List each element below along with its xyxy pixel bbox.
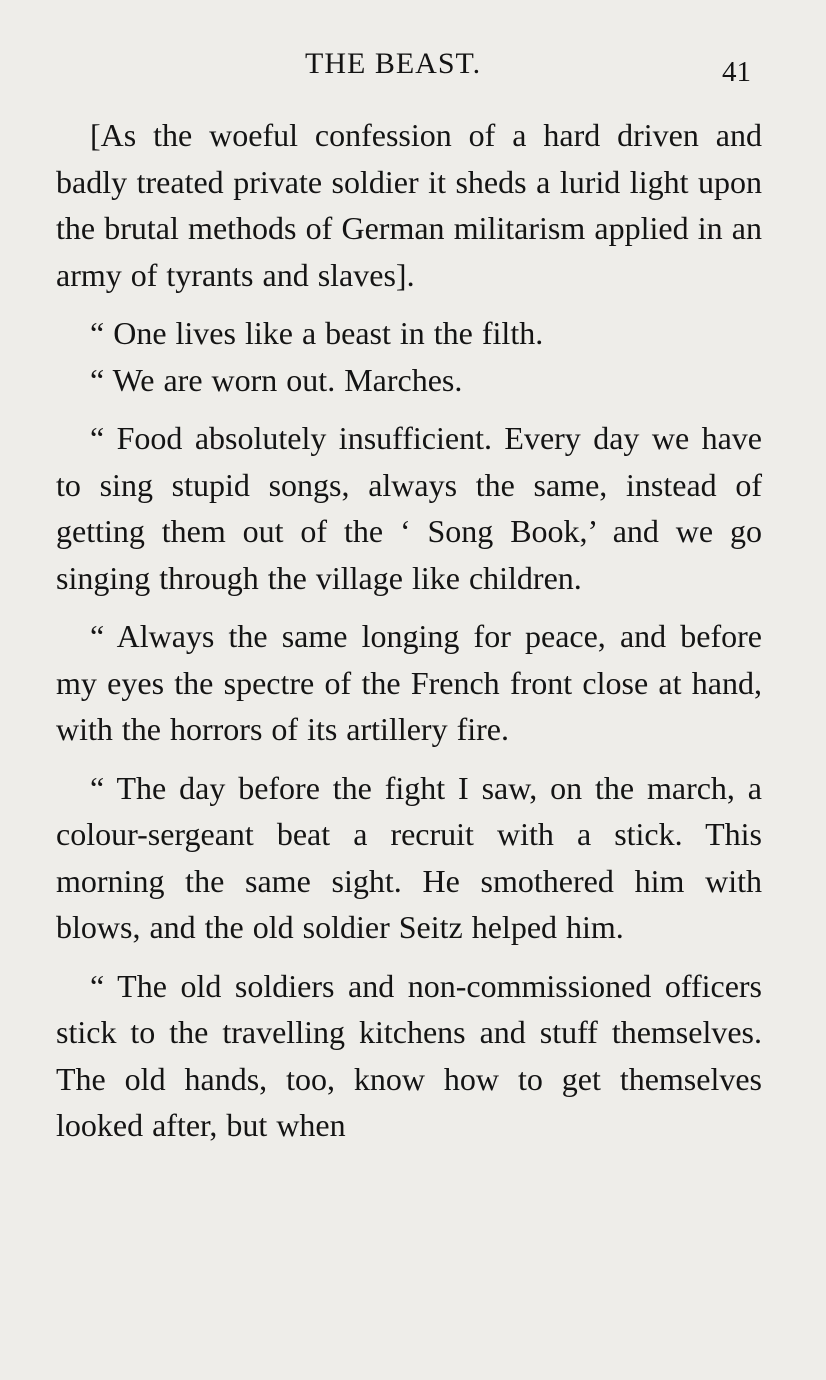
editorial-note-paragraph: [As the woeful confession of a hard driven and badly treated private soldier it sheds a lurid light upon the brutal methods of German militarism applied in an army of tyrants and slaves]. bbox=[56, 117, 762, 293]
quote-paragraph: “ We are worn out. Marches. bbox=[90, 361, 463, 398]
page-number: 41 bbox=[722, 56, 751, 88]
body-text bbox=[56, 112, 762, 1161]
running-head bbox=[0, 44, 826, 88]
quote-paragraph: “ Always the same longing for peace, and before my eyes the spectre of the French front close at hand, with the horrors of its artillery fire. bbox=[56, 618, 762, 747]
running-title: THE BEAST. bbox=[305, 47, 482, 80]
quote-paragraph: “ Food absolutely insufficient. Every day we have to sing stupid songs, always the same, instead of getting them out of the ‘ Song Book,’ and we go singing through the village like children. bbox=[56, 420, 762, 596]
quote-paragraph: “ The old soldiers and non-commissioned officers stick to the travelling kitchens and stuff themselves. The old hands, too, know how to get themselves looked after, but when bbox=[56, 967, 762, 1143]
quote-paragraph: “ The day before the fight I saw, on the march, a colour-sergeant beat a recruit with a stick. This morning the same sight. He smothered him with blows, and the old soldier Seitz helped him. bbox=[56, 769, 762, 945]
quote-paragraph: “ One lives like a beast in the filth. bbox=[90, 315, 544, 351]
